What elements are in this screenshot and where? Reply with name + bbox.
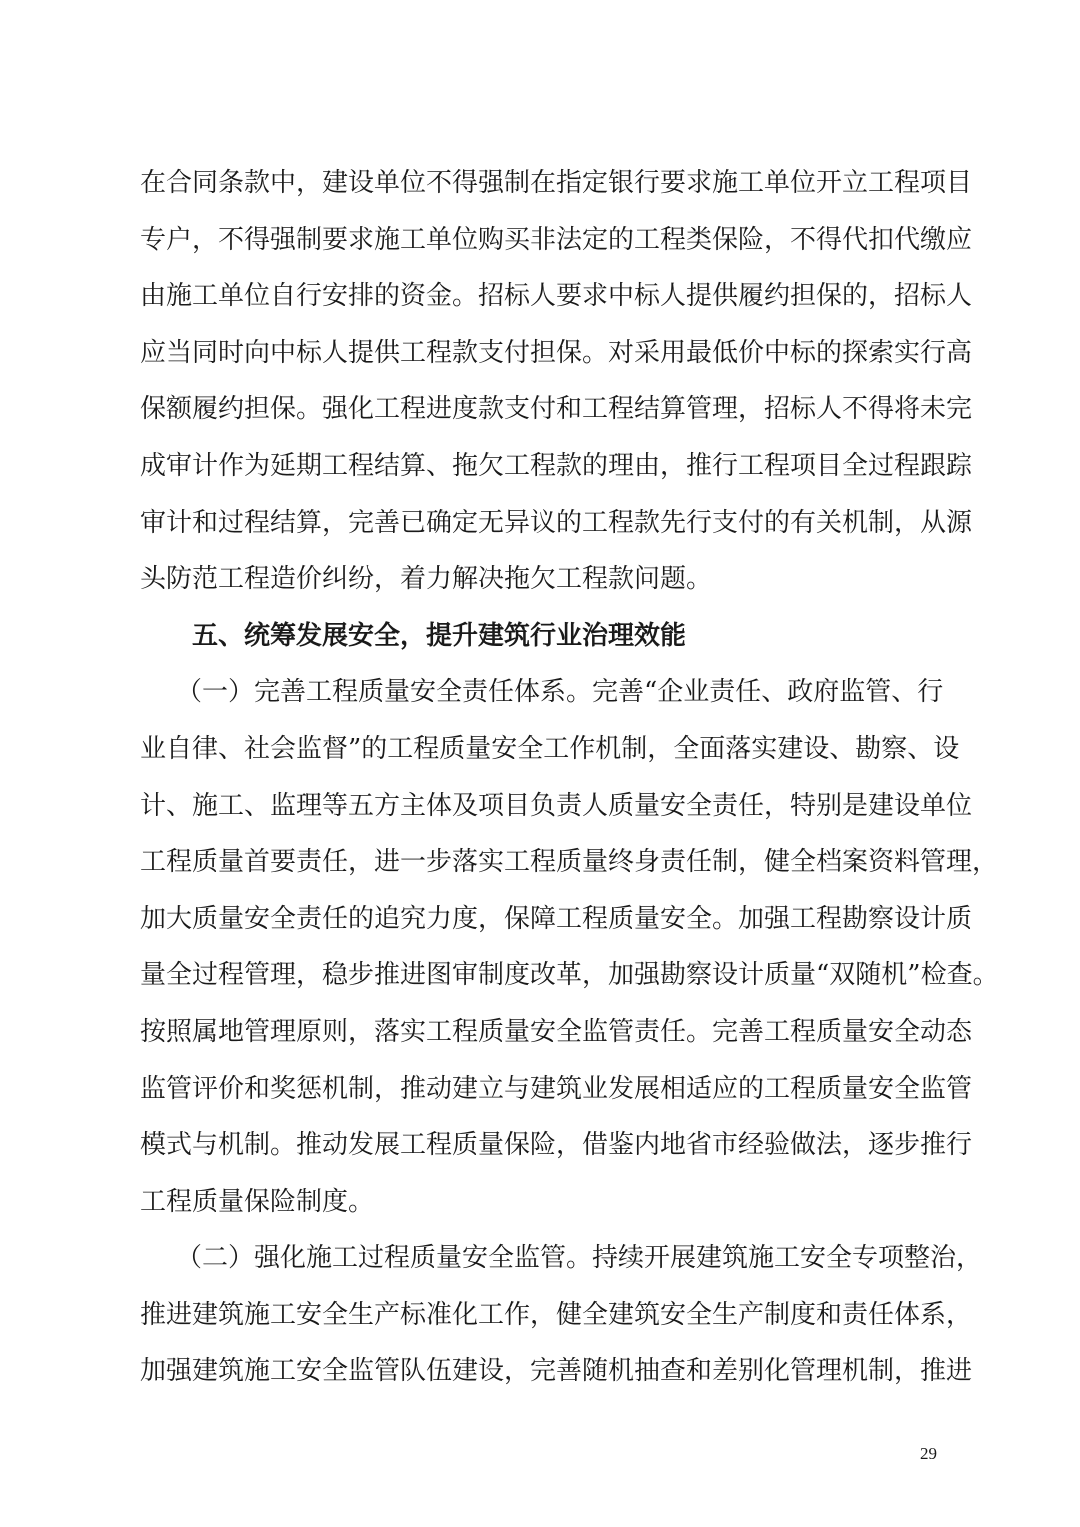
paragraph-line: 专户，不得强制要求施工单位购买非法定的工程类保险，不得代扣代缴应 <box>140 224 973 255</box>
page-number: 29 <box>920 1444 937 1463</box>
paragraph-line: 模式与机制。推动发展工程质量保险，借鉴内地省市经验做法，逐步推行 <box>140 1130 973 1161</box>
document-body <box>140 155 999 1400</box>
paragraph-line: 头防范工程造价纠纷，着力解决拖欠工程款问题。 <box>140 564 713 595</box>
paragraph-line: 加大质量安全责任的追究力度，保障工程质量安全。加强工程勘察设计质 <box>140 903 973 934</box>
paragraph-line: 推进建筑施工安全生产标准化工作，健全建筑安全生产制度和责任体系， <box>140 1299 973 1330</box>
paragraph-line: 加强建筑施工安全监管队伍建设，完善随机抽查和差别化管理机制，推进 <box>140 1356 973 1387</box>
section-heading: 五、统筹发展安全，提升建筑行业治理效能 <box>192 620 687 651</box>
paragraph-line: 量全过程管理，稳步推进图审制度改革，加强勘察设计质量“双随机”检查。 <box>140 960 999 991</box>
subsection-first-line: （一）完善工程质量安全责任体系。完善“企业责任、政府监管、行 <box>176 677 944 708</box>
paragraph-line: 成审计作为延期工程结算、拖欠工程款的理由，推行工程项目全过程跟踪 <box>140 450 973 481</box>
paragraph-line: 审计和过程结算，完善已确定无异议的工程款先行支付的有关机制，从源 <box>140 507 973 538</box>
paragraph-line: 业自律、社会监督”的工程质量安全工作机制，全面落实建设、勘察、设 <box>140 733 960 764</box>
paragraph-line: 工程质量保险制度。 <box>140 1186 375 1217</box>
paragraph-line: 按照属地管理原则，落实工程质量安全监管责任。完善工程质量安全动态 <box>140 1016 973 1047</box>
paragraph-line: 监管评价和奖惩机制，推动建立与建筑业发展相适应的工程质量安全监管 <box>140 1073 973 1104</box>
paragraph-line: 在合同条款中，建设单位不得强制在指定银行要求施工单位开立工程项目 <box>140 168 973 198</box>
paragraph-line: 工程质量首要责任，进一步落实工程质量终身责任制，健全档案资料管理， <box>140 847 999 878</box>
subsection-first-line: （二）强化施工过程质量安全监管。持续开展建筑施工安全专项整治， <box>176 1243 983 1274</box>
paragraph-line: 保额履约担保。强化工程进度款支付和工程结算管理，招标人不得将未完 <box>140 394 973 425</box>
paragraph-line: 由施工单位自行安排的资金。招标人要求中标人提供履约担保的，招标人 <box>140 281 973 312</box>
paragraph-line: 计、施工、监理等五方主体及项目负责人质量安全责任，特别是建设单位 <box>140 790 973 821</box>
paragraph-line: 应当同时向中标人提供工程款支付担保。对采用最低价中标的探索实行高 <box>140 337 973 368</box>
